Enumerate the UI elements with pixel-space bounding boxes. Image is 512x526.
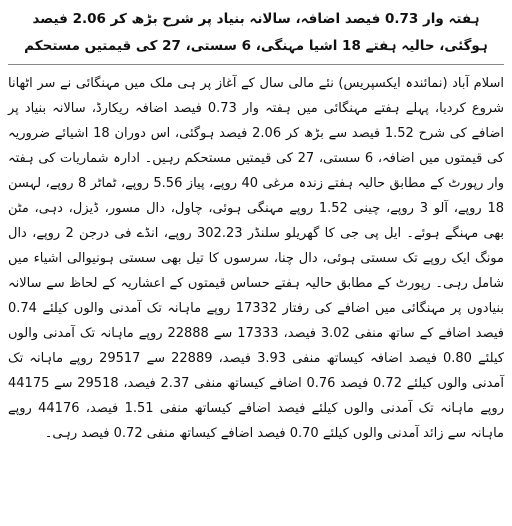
article-body: اسلام آباد (نمائندہ ایکسپریس) نئے مالی سال کے آغاز پر ہی ملک میں مہنگائی نے سر اٹھانا شروع کردیا، پہلے ہفتے مہنگائی میں ہفتہ وار 0.73 فیصد اضافہ ریکارڈ، سالانہ بنیاد پر اضافے کی شرح 1.52 فیصد سے بڑھ کر 2.06 فیصد ہوگئی، اس دوران 18 اشیائے ضروریہ کی قیمتوں میں اضافہ، 6 سستی، 27 کی قیمتیں مستحکم رہیں۔ ادارہ شماریات کی ہفتہ وار رپورٹ کے مطابق حالیہ ہفتے زندہ مرغی 40 روپے، پیاز 5.56 روپے، ٹماٹر 8 روپے، لہسن 18 روپے، آلو 3 روپے، چینی 1.52 روپے مہنگی ہوئی، چاول، دال مسور، ڈیزل، دہی، مٹن بھی مہنگے ہوئے۔ ایل پی جی کا گھریلو سلنڈر 302.23 روپے، انڈے فی درجن 2 روپے، دال مونگ ایک روپے تک سستی ہوئی، دال چنا، سرسوں کا تیل بھی سستی ہونیوالی اشیاء میں شامل رہی۔ رپورٹ کے مطابق حالیہ ہفتے حساس قیمتوں کے اعشاریہ کے لحاظ سے سالانہ بنیادوں پر مہنگائی میں اضافے کی رفتار 17332 روپے ماہانہ تک آمدنی والوں کیلئے 0.74 فیصد اضافے کے ساتھ منفی 3.02 فیصد، 17333 سے 22888 روپے ماہانہ تک آمدنی والوں کیلئے 0.80 فیصد اضافہ کیساتھ منفی 3.93 فیصد، 22889 سے 29517 روپے ماہانہ تک آمدنی والوں کیلئے 0.72 فیصد 0.76 اضافے کیساتھ منفی 2.37 فیصد، 29518 سے 44175 روپے ماہانہ تک آمدنی والوں کیلئے فیصد اضافے کیساتھ منفی 1.51 فیصد، 44176 روپے ماہانہ سے زائد آمدنی والوں کیلئے 0.70 فیصد اضافے کیساتھ منفی 0.72 فیصد رہی۔ — [8, 76, 505, 441]
headline-divider — [8, 64, 504, 65]
headline: ہفتہ وار 0.73 فیصد اضافہ، سالانہ بنیاد پر شرح بڑھ کر 2.06 فیصد ہوگئی، حالیہ ہفتے 18 اشیا مہنگی، 6 سستی، 27 کی قیمتیں مستحکم — [24, 11, 488, 54]
